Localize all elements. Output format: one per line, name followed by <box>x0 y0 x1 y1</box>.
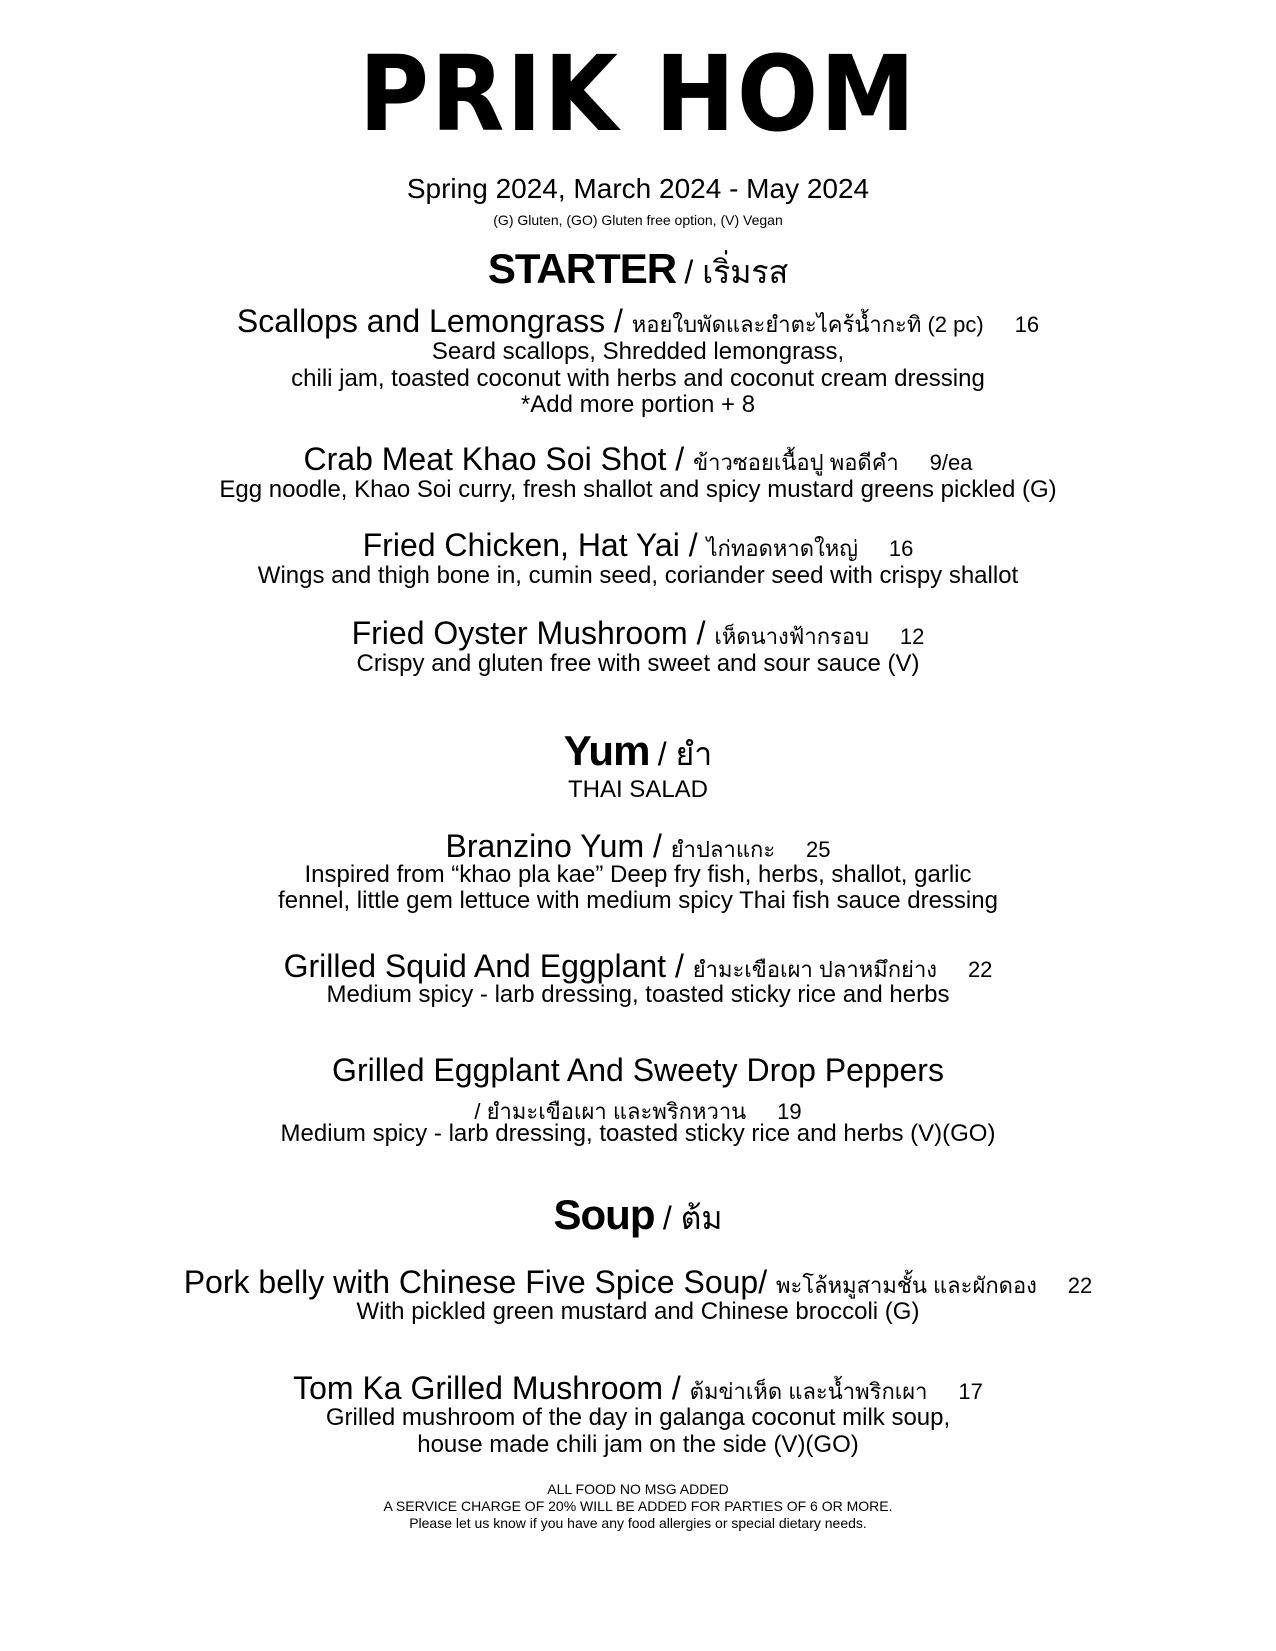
section-title-en: Yum <box>563 727 650 774</box>
item-name: Crab Meat Khao Soi Shot / <box>303 441 685 477</box>
menu-item-title <box>0 441 1276 478</box>
section-subtitle: THAI SALAD <box>567 776 709 803</box>
menu-item-title <box>0 1370 1276 1407</box>
item-price: 22 <box>1067 1273 1093 1298</box>
item-name-thai: ยำปลาแกะ <box>670 837 776 862</box>
section-title-starter <box>0 244 1276 294</box>
item-name-thai: / ยำมะเขือเผา และพริกหวาน <box>474 1099 747 1124</box>
section-title-th: / เริ่มรส <box>684 254 789 290</box>
dietary-legend: (G) Gluten, (GO) Gluten free option, (V) Vegan <box>493 212 783 228</box>
item-description: Inspired from “khao pla kae” Deep fry fish, herbs, shallot, garlic <box>304 861 972 888</box>
item-name: Branzino Yum / <box>445 828 662 864</box>
footer-service-charge: A SERVICE CHARGE OF 20% WILL BE ADDED FOR PARTIES OF 6 OR MORE. <box>383 1498 893 1514</box>
item-description: house made chili jam on the side (V)(GO) <box>417 1431 859 1458</box>
item-name-thai: ยำมะเขือเผา ปลาหมึกย่าง <box>692 957 938 982</box>
menu-item-title <box>0 1264 1276 1301</box>
item-name: Scallops and Lemongrass / <box>236 303 623 339</box>
footer-msg: ALL FOOD NO MSG ADDED <box>547 1481 729 1497</box>
item-description: With pickled green mustard and Chinese broccoli (G) <box>356 1298 920 1325</box>
item-name: Tom Ka Grilled Mushroom / <box>293 1370 681 1406</box>
item-description: Medium spicy - larb dressing, toasted sticky rice and herbs <box>326 981 950 1008</box>
item-description: Wings and thigh bone in, cumin seed, coriander seed with crispy shallot <box>257 562 1019 589</box>
item-price: 19 <box>777 1099 802 1124</box>
section-title-th: / ต้ม <box>662 1200 723 1236</box>
item-description: Grilled mushroom of the day in galanga coconut milk soup, <box>325 1404 951 1431</box>
item-price: 25 <box>806 837 831 862</box>
menu-item-title <box>0 948 1276 985</box>
item-name-thai: หอยใบพัดและยำตะไคร้น้ำกะทิ (2 pc) <box>631 312 984 337</box>
menu-item-title <box>0 615 1276 652</box>
menu-item-title <box>0 527 1276 564</box>
season-line: Spring 2024, March 2024 - May 2024 <box>406 173 870 204</box>
item-note: *Add more portion + 8 <box>520 391 756 418</box>
item-price: 16 <box>1014 312 1040 337</box>
item-price: 17 <box>958 1379 983 1404</box>
item-price: 16 <box>888 536 914 561</box>
item-name-thai: ไก่ทอดหาดใหญ่ <box>706 536 858 561</box>
section-title-en: Soup <box>553 1191 655 1238</box>
item-price: 9/ea <box>929 450 973 475</box>
section-title-en: STARTER <box>487 245 677 292</box>
menu-item-title <box>0 828 1276 865</box>
restaurant-name: PRIK HOM <box>358 33 918 155</box>
menu-item-title <box>0 303 1276 340</box>
item-name: Grilled Squid And Eggplant / <box>283 948 684 984</box>
item-description: Crispy and gluten free with sweet and sour sauce (V) <box>356 650 920 677</box>
menu-item-title <box>0 1052 1276 1089</box>
section-title-th: / ยำ <box>657 736 713 772</box>
item-description: chili jam, toasted coconut with herbs and coconut cream dressing <box>291 365 985 392</box>
item-name: Pork belly with Chinese Five Spice Soup/ <box>183 1264 768 1300</box>
item-name-thai: พะโล้หมูสามชั้น และผักดอง <box>775 1273 1037 1298</box>
item-description: Seard scallops, Shredded lemongrass, <box>431 338 845 365</box>
section-title-yum <box>0 726 1276 776</box>
item-description: fennel, little gem lettuce with medium spicy Thai fish sauce dressing <box>278 887 998 914</box>
item-name-thai: เห็ดนางฟ้ากรอบ <box>714 624 870 649</box>
item-name-thai: ข้าวซอยเนื้อปู พอดีคำ <box>693 450 899 475</box>
section-title-soup <box>0 1190 1276 1240</box>
item-price: 12 <box>899 624 925 649</box>
item-description: Medium spicy - larb dressing, toasted sticky rice and herbs (V)(GO) <box>280 1120 996 1147</box>
item-name: Grilled Eggplant And Sweety Drop Peppers <box>332 1052 944 1088</box>
footer-allergies: Please let us know if you have any food allergies or special dietary needs. <box>409 1515 867 1531</box>
item-name: Fried Chicken, Hat Yai / <box>362 527 698 563</box>
item-description: Egg noodle, Khao Soi curry, fresh shallot and spicy mustard greens pickled (G) <box>219 476 1057 503</box>
item-name: Fried Oyster Mushroom / <box>351 615 706 651</box>
item-name-thai: ต้มข่าเห็ด และน้ำพริกเผา <box>689 1379 928 1404</box>
item-price: 22 <box>967 957 993 982</box>
